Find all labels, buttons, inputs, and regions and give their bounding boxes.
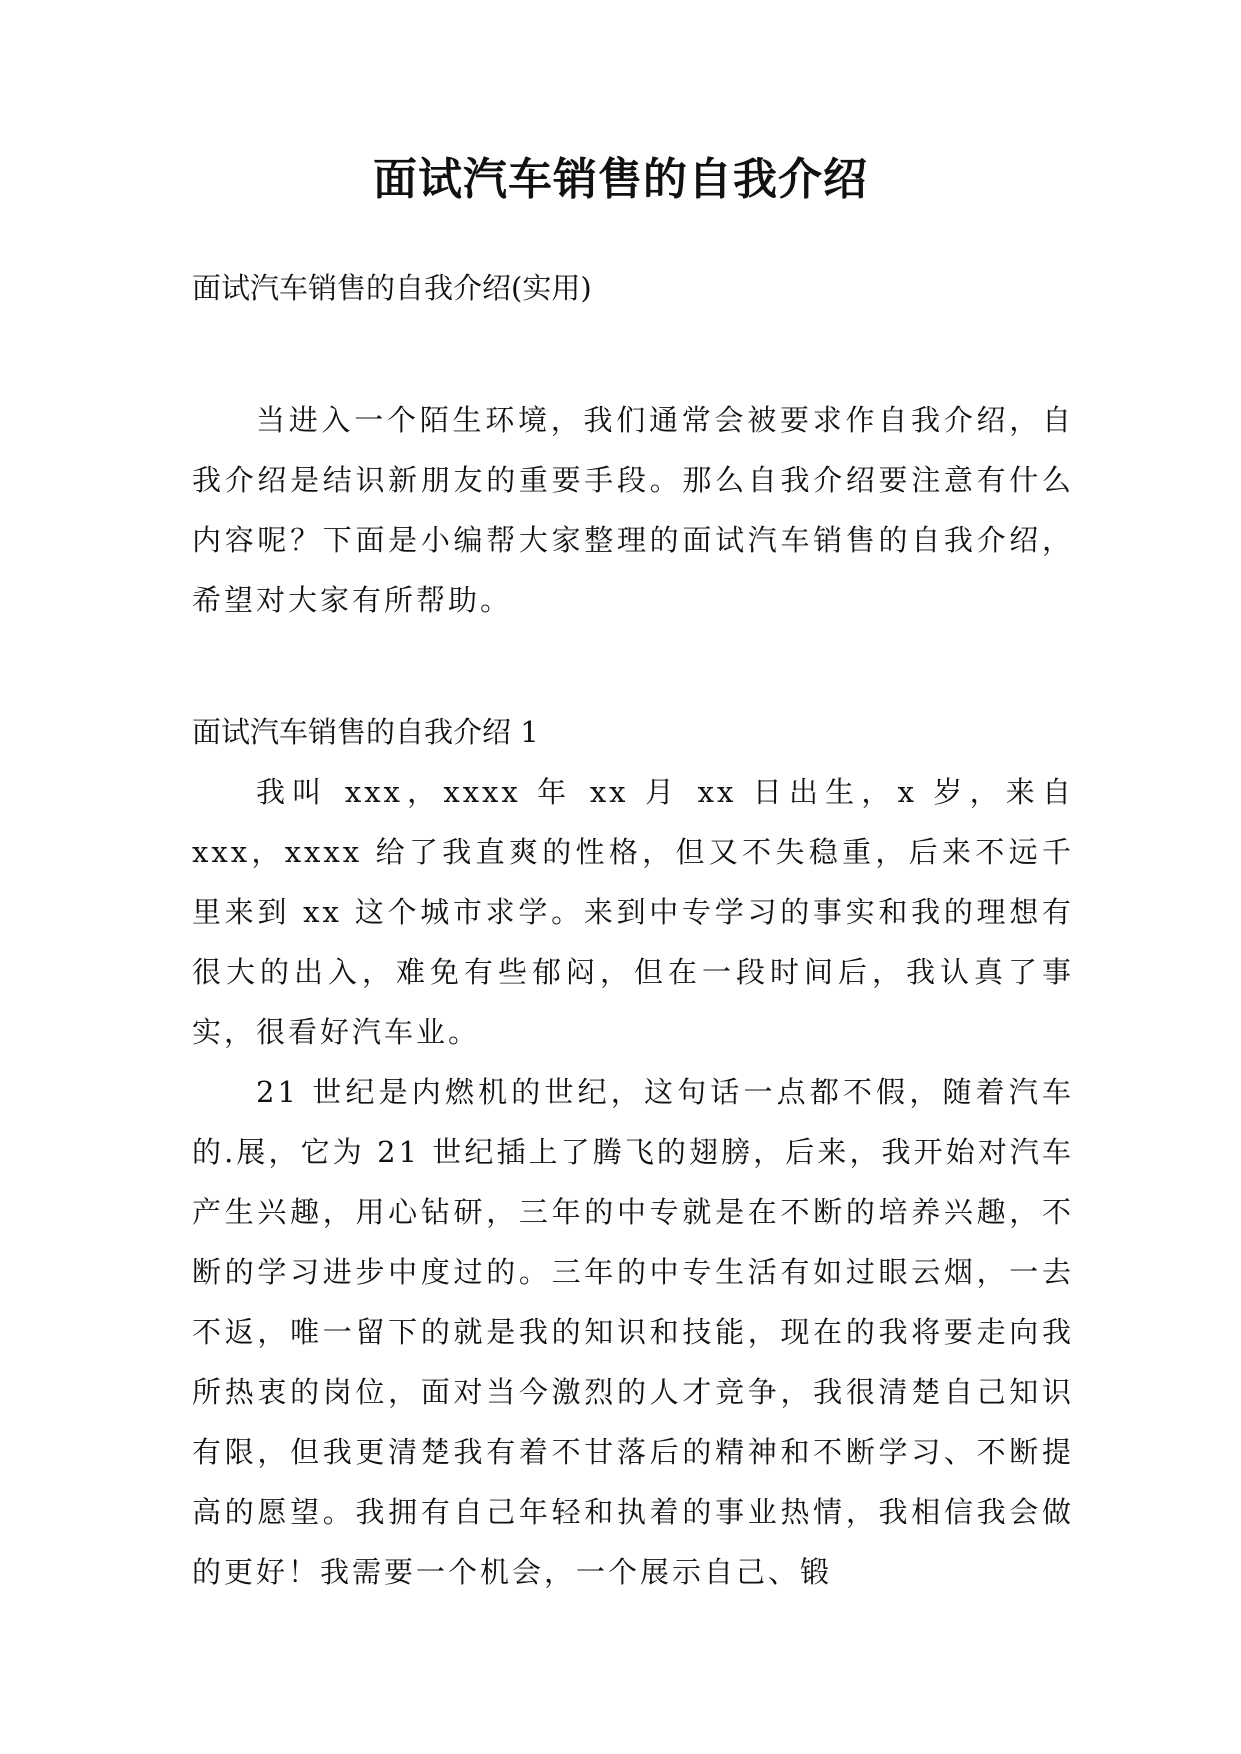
body-paragraph: 我叫 xxx，xxxx 年 xx 月 xx 日出生，x 岁，来自 xxx，xxxx 给了我直爽的性格，但又不失稳重，后来不远千里来到 xx 这个城市求学。来到中专学习的事实和我的理想有很大的出入，难免有些郁闷，但在一段时间后，我认真了事实，很看好汽车业。 [192, 775, 1074, 1049]
spacer [192, 630, 1074, 702]
spacer [192, 318, 1074, 390]
document-subtitle: 面试汽车销售的自我介绍(实用) [192, 271, 592, 305]
intro-paragraph: 当进入一个陌生环境，我们通常会被要求作自我介绍，自我介绍是结识新朋友的重要手段。那么自我介绍要注意有什么内容呢？下面是小编帮大家整理的面试汽车销售的自我介绍，希望对大家有所帮助。 [192, 403, 1074, 617]
body-paragraph: 21 世纪是内燃机的世纪，这句话一点都不假，随着汽车的.展，它为 21 世纪插上了腾飞的翅膀，后来，我开始对汽车产生兴趣，用心钻研，三年的中专就是在不断的培养兴趣，不断的学习进步中度过的。三年的中专生活有如过眼云烟，一去不返，唯一留下的就是我的知识和技能，现在的我将要走向我所热衷的岗位，面对当今激烈的人才竞争，我很清楚自己知识有限，但我更清楚我有着不甘落后的精神和不断学习、不断提高的愿望。我拥有自己年轻和执着的事业热情，我相信我会做的更好！我需要一个机会，一个展示自己、锻 [192, 1075, 1074, 1589]
section-heading: 面试汽车销售的自我介绍 1 [192, 715, 539, 749]
document-body [192, 258, 1074, 1602]
page-title: 面试汽车销售的自我介绍 [373, 154, 868, 205]
